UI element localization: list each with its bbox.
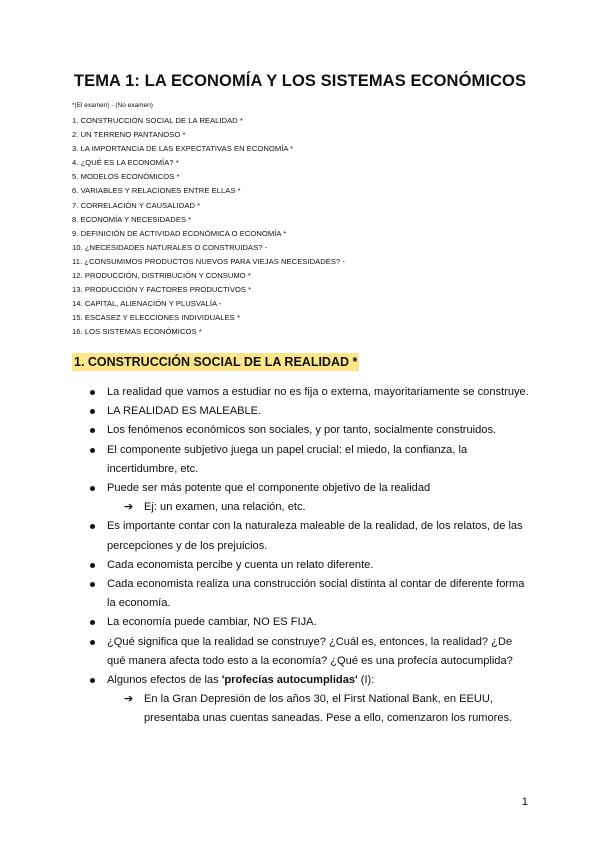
bullet-item xyxy=(90,556,530,575)
bullet-dot-icon xyxy=(90,524,95,529)
bullet-dot-icon xyxy=(90,640,95,645)
toc-item: 13. PRODUCCIÓN Y FACTORES PRODUCTIVOS * xyxy=(72,285,252,295)
toc-item: 2. UN TERRENO PANTANOSO * xyxy=(72,130,186,140)
sub-bullet-text: Ej: un examen, una relación, etc. xyxy=(144,501,306,514)
bullet-text-suffix: (I): xyxy=(357,674,375,687)
bullet-text: El componente subjetivo juega un papel crucial: el miedo, la confianza, la incertidumbre, etc. xyxy=(107,443,468,475)
document-title: TEMA 1: LA ECONOMÍA Y LOS SISTEMAS ECONÓMICOS xyxy=(73,72,527,90)
bullet-dot-icon xyxy=(90,409,95,414)
bullet-text: Cada economista percibe y cuenta un relato diferente. xyxy=(107,558,374,571)
toc-item: 9. DEFINICIÓN DE ACTIVIDAD ECONÓMICA O ECONOMÍA * xyxy=(72,228,287,238)
toc-item: 14. CAPITAL, ALIENACIÓN Y PLUSVALÍA - xyxy=(72,299,222,309)
bullet-dot-icon xyxy=(90,486,95,491)
bullet-text: Es importante contar con la naturaleza maleable de la realidad, de los relatos, de las percepciones y de los prejuicios. xyxy=(107,520,523,552)
bullet-item xyxy=(90,402,530,421)
bullet-item xyxy=(90,613,530,632)
exam-legend: *(El examen) - (No examen) xyxy=(72,102,153,109)
bullet-text: ¿Qué significa que la realidad se construye? ¿Cuál es, entonces, la realidad? ¿De qué manera afecta todo esto a la economía? ¿Qué es una profecía autocumplida? xyxy=(107,635,513,667)
toc-item: 8. ECONOMÍA Y NECESIDADES * xyxy=(72,214,192,224)
toc-item: 1. CONSTRUCCIÓN SOCIAL DE LA REALIDAD * xyxy=(72,116,243,125)
bullet-dot-icon xyxy=(90,390,95,395)
bullet-item xyxy=(90,421,530,440)
bullet-dot-icon xyxy=(90,582,95,587)
toc-item: 12. PRODUCCIÓN, DISTRIBUCIÓN Y CONSUMO * xyxy=(72,271,251,281)
bullet-text: Cada economista realiza una construcción social distinta al contar de diferente forma la economía. xyxy=(107,578,525,610)
toc-item: 4. ¿QUÉ ES LA ECONOMÍA? * xyxy=(72,158,179,168)
toc-item: 11. ¿CONSUMIMOS PRODUCTOS NUEVOS PARA VIEJAS NECESIDADES? - xyxy=(72,256,346,266)
bullet-text: Puede ser más potente que el componente objetivo de la realidad xyxy=(107,482,431,495)
toc-item: 15. ESCASEZ Y ELECCIONES INDIVIDUALES * xyxy=(72,313,240,323)
bullet-dot-icon xyxy=(90,620,95,625)
bullet-item xyxy=(90,517,530,555)
toc-item: 5. MODELOS ECONÓMICOS * xyxy=(72,172,180,182)
section-heading-highlighted: 1. CONSTRUCCIÓN SOCIAL DE LA REALIDAD * xyxy=(74,355,358,369)
sub-bullet-text: En la Gran Depresión de los años 30, el First National Bank, en EEUU, presentaba unas cuentas saneadas. Pese a ello, comenzaron los rumores. xyxy=(144,693,513,725)
bullet-item xyxy=(90,671,530,729)
toc-item: 10. ¿NECESIDADES NATURALES O CONSTRUIDAS? - xyxy=(72,242,268,252)
bullet-text: LA REALIDAD ES MALEABLE. xyxy=(107,405,262,418)
bullet-item xyxy=(90,383,530,402)
toc-item: 16. LOS SISTEMAS ECONÓMICOS * xyxy=(72,327,202,337)
sub-bullet-list xyxy=(107,690,530,728)
bullet-item xyxy=(90,479,530,517)
bullet-text-prefix: Algunos efectos de las xyxy=(107,674,222,687)
table-of-contents xyxy=(72,114,532,340)
bullet-dot-icon xyxy=(90,563,95,568)
bullet-item xyxy=(90,441,530,479)
sub-bullet-list xyxy=(107,498,530,517)
toc-item: 7. CORRELACIÓN Y CAUSALIDAD * xyxy=(72,200,201,210)
bullet-text: La realidad que vamos a estudiar no es fija o externa, mayoritariamente se construye. xyxy=(107,386,529,398)
arrow-right-icon: ➔ xyxy=(124,693,134,706)
bullet-dot-icon xyxy=(90,448,95,453)
bullet-text: Los fenómenos económicos son sociales, y por tanto, socialmente construidos. xyxy=(107,424,497,437)
toc-item: 3. LA IMPORTANCIA DE LAS EXPECTATIVAS EN ECONOMÍA * xyxy=(72,144,294,154)
sub-bullet-item xyxy=(107,498,530,517)
bullet-list xyxy=(90,383,530,729)
bullet-text: La economía puede cambiar, NO ES FIJA. xyxy=(107,616,317,629)
bullet-item xyxy=(90,633,530,671)
bullet-emphasis: 'profecías autocumplidas' xyxy=(221,674,358,687)
arrow-right-icon: ➔ xyxy=(124,501,134,514)
bullet-dot-icon xyxy=(90,428,95,433)
bullet-item xyxy=(90,575,530,613)
bullet-dot-icon xyxy=(90,678,95,683)
toc-item: 6. VARIABLES Y RELACIONES ENTRE ELLAS * xyxy=(72,186,241,196)
sub-bullet-item xyxy=(107,690,530,728)
page-number: 1 xyxy=(521,796,528,808)
